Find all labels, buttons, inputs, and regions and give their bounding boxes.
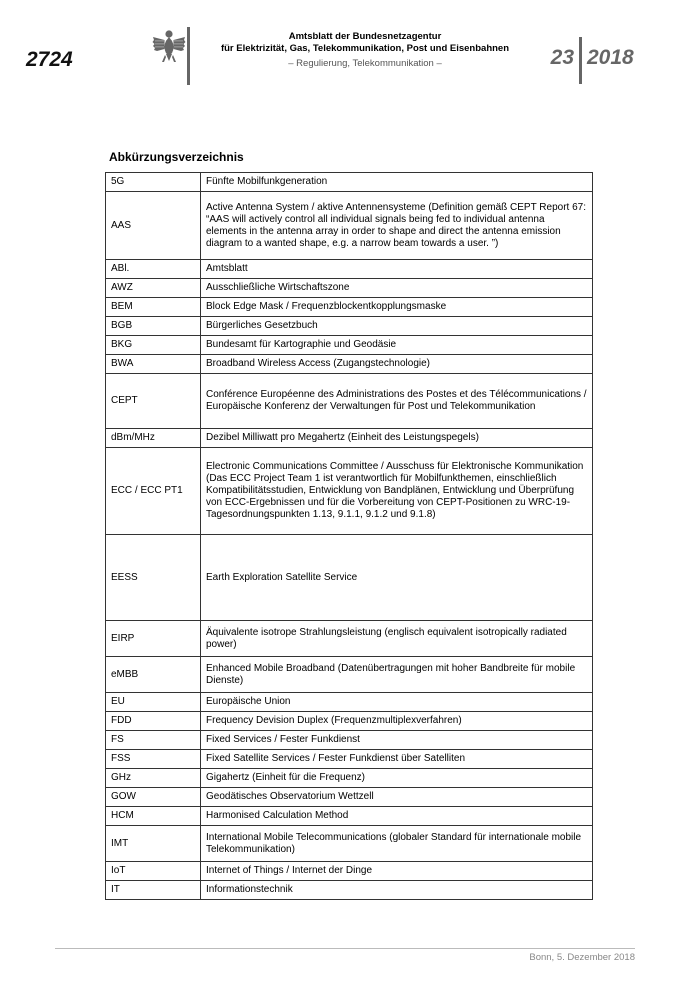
table-row	[106, 712, 593, 731]
definition-cell: Ausschließliche Wirtschaftszone	[201, 279, 593, 298]
gazette-title-line-1: Amtsblatt der Bundesnetzagentur	[288, 31, 442, 42]
definition-cell: Fixed Satellite Services / Fester Funkdienst über Satelliten	[201, 750, 593, 769]
table-row	[106, 788, 593, 807]
definition-cell: Broadband Wireless Access (Zugangstechnologie)	[201, 355, 593, 374]
abbreviation-cell: BWA	[106, 355, 201, 374]
table-row	[106, 826, 593, 862]
definition-cell: Harmonised Calculation Method	[201, 807, 593, 826]
definition-cell: Earth Exploration Satellite Service	[201, 535, 593, 621]
table-row	[106, 336, 593, 355]
table-row	[106, 355, 593, 374]
definition-cell: Europäische Union	[201, 693, 593, 712]
gazette-title	[200, 31, 530, 55]
abbreviation-cell: GHz	[106, 769, 201, 788]
table-row	[106, 750, 593, 769]
table-row	[106, 862, 593, 881]
table-row	[106, 731, 593, 750]
table-row	[106, 429, 593, 448]
table-row	[106, 535, 593, 621]
definition-cell: Gigahertz (Einheit für die Frequenz)	[201, 769, 593, 788]
table-row	[106, 374, 593, 429]
definition-cell: Electronic Communications Committee / Ausschuss für Elektronische Kommunikation (Das ECC Project Team 1 ist verantwortlich für Mobilfunkthemen, einschließlich Kompatibilitätsstudien, Entwicklung von Bandplänen, Entwicklung und Überprüfung von ECC-Ergebnissen und für die Vorbereitung von CEPT-Positionen zu WRC-19-Tagesordnungspunkten 1.13, 9.1.1, 9.1.2 und 9.1.8)	[201, 448, 593, 535]
abbreviation-table-body	[106, 173, 593, 900]
definition-cell: Enhanced Mobile Broadband (Datenübertragungen mit hoher Bandbreite für mobile Dienste)	[201, 657, 593, 693]
definition-cell: Bürgerliches Gesetzbuch	[201, 317, 593, 336]
abbreviation-cell: dBm/MHz	[106, 429, 201, 448]
definition-cell: Geodätisches Observatorium Wettzell	[201, 788, 593, 807]
table-row	[106, 769, 593, 788]
abbreviation-cell: FDD	[106, 712, 201, 731]
gazette-title-line-2: für Elektrizität, Gas, Telekommunikation, Post und Eisenbahnen	[220, 43, 510, 54]
table-row	[106, 173, 593, 192]
table-row	[106, 807, 593, 826]
definition-cell: International Mobile Telecommunications (globaler Standard für internationale mobile Telekommunikation)	[201, 826, 593, 862]
abbreviation-cell: IT	[106, 881, 201, 900]
abbreviation-cell: eMBB	[106, 657, 201, 693]
abbreviation-cell: BKG	[106, 336, 201, 355]
table-row	[106, 621, 593, 657]
definition-cell: Informationstechnik	[201, 881, 593, 900]
issue-number: 23	[550, 46, 574, 69]
abbreviation-cell: AAS	[106, 192, 201, 260]
federal-eagle-icon	[152, 28, 186, 68]
abbreviation-cell: AWZ	[106, 279, 201, 298]
abbreviation-cell: EU	[106, 693, 201, 712]
table-row	[106, 657, 593, 693]
abbreviation-cell: HCM	[106, 807, 201, 826]
header-divider	[187, 27, 190, 85]
gazette-subtitle: – Regulierung, Telekommunikation –	[288, 58, 442, 69]
abbreviation-cell: FS	[106, 731, 201, 750]
table-row	[106, 260, 593, 279]
definition-cell: Fixed Services / Fester Funkdienst	[201, 731, 593, 750]
abbreviation-cell: EIRP	[106, 621, 201, 657]
definition-cell: Dezibel Milliwatt pro Megahertz (Einheit des Leistungspegels)	[201, 429, 593, 448]
definition-cell: Active Antenna System / aktive Antennensysteme (Definition gemäß CEPT Report 67: “AAS will actively control all individual signals being fed to individual antenna elements in the antenna array in order to shape and direct the antenna emission diagram to a wanted shape, e.g. a narrow beam towards a user. ”)	[201, 192, 593, 260]
abbreviation-cell: EESS	[106, 535, 201, 621]
table-row	[106, 881, 593, 900]
table-row	[106, 192, 593, 260]
abbreviation-cell: IMT	[106, 826, 201, 862]
abbreviation-cell: CEPT	[106, 374, 201, 429]
definition-cell: Internet of Things / Internet der Dinge	[201, 862, 593, 881]
abbreviation-cell: ECC / ECC PT1	[106, 448, 201, 535]
section-heading: Abkürzungsverzeichnis	[109, 150, 244, 164]
page-number: 2724	[26, 48, 73, 71]
issue-year: 2018	[587, 46, 634, 69]
definition-cell: Äquivalente isotrope Strahlungsleistung (englisch equivalent isotropically radiated power)	[201, 621, 593, 657]
definition-cell: Block Edge Mask / Frequenzblockentkopplungsmaske	[201, 298, 593, 317]
abbreviation-cell: BGB	[106, 317, 201, 336]
table-row	[106, 279, 593, 298]
table-row	[106, 298, 593, 317]
table-row	[106, 693, 593, 712]
table-row	[106, 317, 593, 336]
definition-cell: Bundesamt für Kartographie und Geodäsie	[201, 336, 593, 355]
abbreviation-table	[105, 172, 593, 900]
abbreviation-cell: 5G	[106, 173, 201, 192]
issue-divider	[579, 37, 582, 84]
abbreviation-cell: IoT	[106, 862, 201, 881]
footer-divider	[55, 948, 635, 949]
abbreviation-cell: FSS	[106, 750, 201, 769]
abbreviation-cell: ABl.	[106, 260, 201, 279]
definition-cell: Frequency Devision Duplex (Frequenzmultiplexverfahren)	[201, 712, 593, 731]
definition-cell: Conférence Européenne des Administrations des Postes et des Télécommunications / Europäische Konferenz der Verwaltungen für Post und Telekommunikation	[201, 374, 593, 429]
footer-place-date: Bonn, 5. Dezember 2018	[529, 952, 635, 963]
abbreviation-cell: BEM	[106, 298, 201, 317]
table-row	[106, 448, 593, 535]
definition-cell: Amtsblatt	[201, 260, 593, 279]
definition-cell: Fünfte Mobilfunkgeneration	[201, 173, 593, 192]
abbreviation-cell: GOW	[106, 788, 201, 807]
